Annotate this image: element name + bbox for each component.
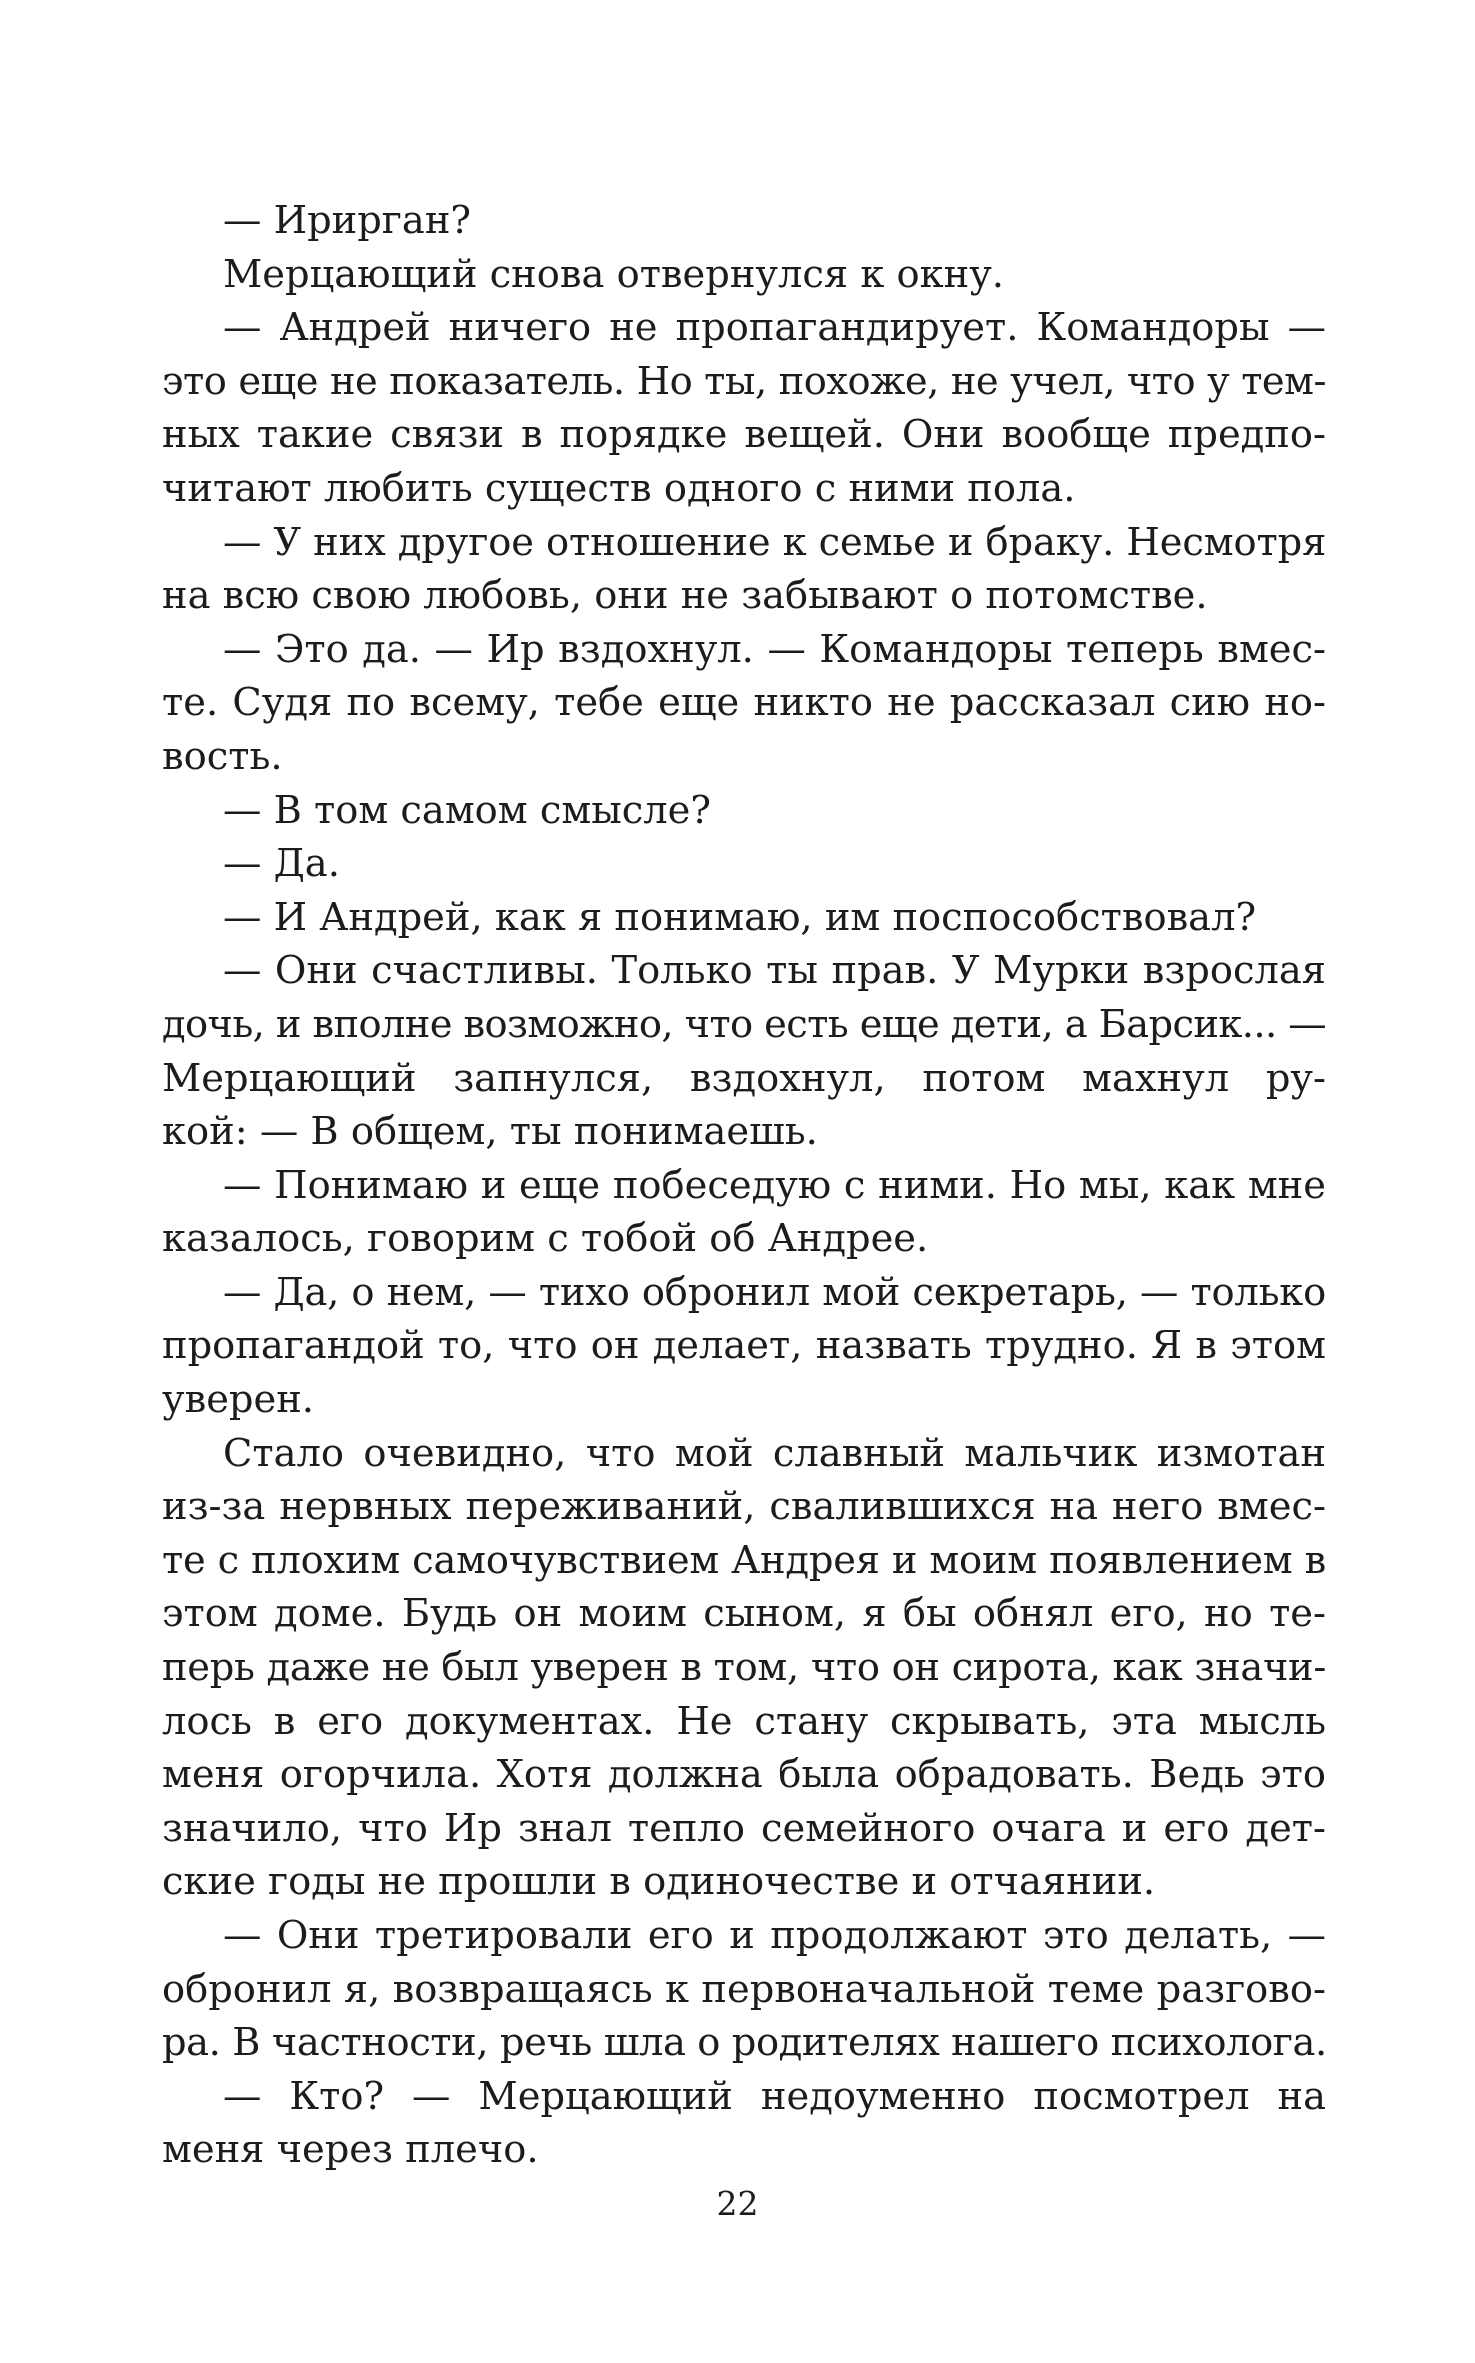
text-line: это еще не показатель. Но ты, похоже, не учел, что у тем- xyxy=(162,358,1326,404)
text-line: лось в его документах. Не стану скрывать, эта мысль xyxy=(162,1698,1326,1744)
text-line: казалось, говорим с тобой об Андрее. xyxy=(162,1216,929,1262)
text-line: те с плохим самочувствием Андрея и моим появлением в xyxy=(162,1537,1326,1583)
text-line: обронил я, возвращаясь к первоначальной теме разгово- xyxy=(162,1966,1326,2012)
text-line: этом доме. Будь он моим сыном, я бы обнял его, но те- xyxy=(162,1591,1326,1637)
text-line: на всю свою любовь, они не забывают о потомстве. xyxy=(162,573,1208,619)
text-line: меня огорчила. Хотя должна была обрадовать. Ведь это xyxy=(162,1752,1326,1798)
text-line: вость. xyxy=(162,733,283,779)
text-line: перь даже не был уверен в том, что он сирота, как значи- xyxy=(162,1645,1326,1691)
text-line: ра. В частности, речь шла о родителях нашего психолога. xyxy=(162,2020,1327,2066)
text-line: — У них другое отношение к семье и браку. Несмотря xyxy=(223,519,1327,565)
text-line: значило, что Ир знал тепло семейного очага и его дет- xyxy=(162,1805,1326,1851)
text-line: кой: — В общем, ты понимаешь. xyxy=(162,1109,818,1155)
text-line: Стало очевидно, что мой славный мальчик измотан xyxy=(223,1430,1326,1476)
text-line: те. Судя по всему, тебе еще никто не рассказал сию но- xyxy=(162,680,1326,726)
text-line: — И Андрей, как я понимаю, им поспособствовал? xyxy=(223,894,1257,940)
text-line: ские годы не прошли в одиночестве и отчаянии. xyxy=(162,1859,1156,1905)
text-line: — В том самом смысле? xyxy=(223,787,711,833)
body-text xyxy=(162,194,1326,2177)
text-line: — Кто? — Мерцающий недоуменно посмотрел на xyxy=(223,2073,1326,2119)
text-line: — Ирирган? xyxy=(223,198,471,243)
text-line: из-за нервных переживаний, свалившихся на него вмес- xyxy=(162,1484,1326,1530)
text-line: уверен. xyxy=(162,1377,315,1423)
text-line: — Да. xyxy=(223,841,340,887)
text-line: пропагандой то, что он делает, назвать трудно. Я в этом xyxy=(162,1323,1326,1369)
text-line: читают любить существ одного с ними пола. xyxy=(162,465,1076,511)
text-line: — Да, о нем, — тихо обронил мой секретарь, — только xyxy=(223,1269,1326,1315)
text-line: — Они счастливы. Только ты прав. У Мурки взрослая xyxy=(223,948,1326,994)
text-line: — Это да. — Ир вздохнул. — Командоры теперь вмес- xyxy=(223,626,1326,672)
text-line: — Они третировали его и продолжают это делать, — xyxy=(223,1913,1326,1958)
text-line: Мерцающий запнулся, вздохнул, потом махнул ру- xyxy=(162,1055,1326,1101)
text-line: — Андрей ничего не пропагандирует. Командоры — xyxy=(223,305,1326,351)
page-number: 22 xyxy=(716,2184,759,2223)
text-line: — Понимаю и еще побеседую с ними. Но мы, как мне xyxy=(223,1162,1326,1208)
text-line: дочь, и вполне возможно, что есть еще дети, а Барсик... — xyxy=(162,1001,1326,1047)
text-line: ных такие связи в порядке вещей. Они вообще предпо- xyxy=(162,412,1326,458)
text-line: меня через плечо. xyxy=(162,2127,539,2173)
text-line: Мерцающий снова отвернулся к окну. xyxy=(223,251,1005,297)
